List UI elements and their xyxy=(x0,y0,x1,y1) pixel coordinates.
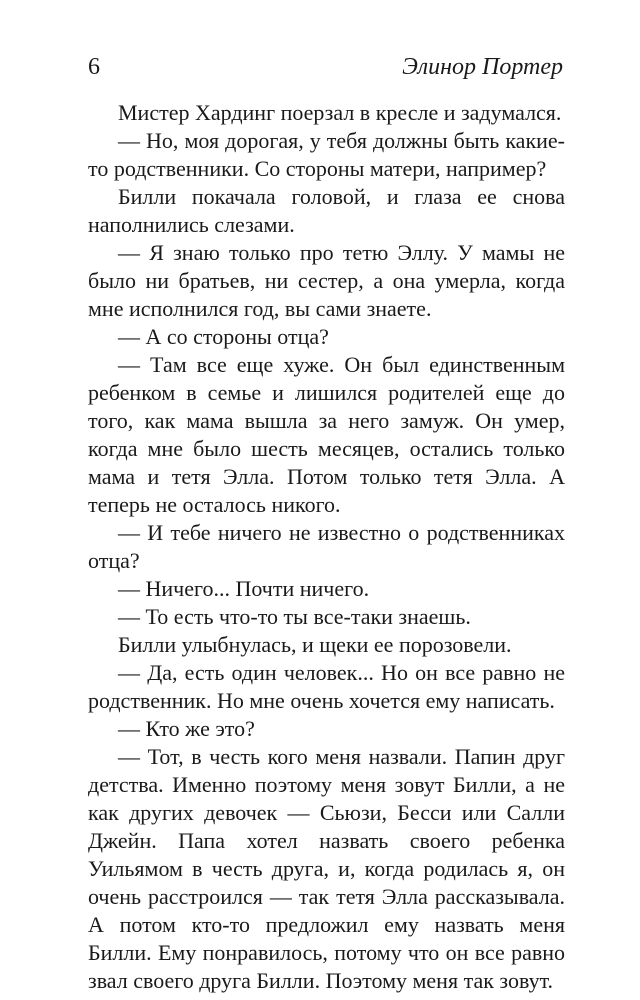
paragraph: Билли покачала головой, и глаза ее снова наполнились слезами. xyxy=(88,184,565,237)
paragraph: Билли улыбнулась, и щеки ее порозовели. xyxy=(118,632,512,657)
page-header xyxy=(88,54,563,81)
paragraph: Мистер Хардинг поерзал в кресле и задумался. xyxy=(118,100,562,125)
paragraph: — Я знаю только про тетю Эллу. У мамы не было ни братьев, ни сестер, а она умерла, когда мне исполнился год, вы сами знаете. xyxy=(88,240,565,321)
paragraph: — То есть что-то ты все-таки знаешь. xyxy=(118,604,471,629)
paragraph: — Но, моя дорогая, у тебя должны быть какие-то родственники. Со стороны матери, например? xyxy=(88,128,565,181)
paragraph: — Тот, в честь кого меня назвали. Папин друг детства. Именно поэтому меня зовут Билли, а не как других девочек — Сьюзи, Бесси или Салли Джейн. Папа хотел назвать своего ребенка Уильямом в честь друга, и, когда родилась я, он очень расстроился — так тетя Элла рассказывала. А потом кто-то предложил ему назвать меня Билли. Ему понравилось, потому что он все равно звал своего друга Билли. Поэтому меня так зовут. xyxy=(88,744,565,993)
paragraph: — А со стороны отца? xyxy=(118,324,329,349)
running-title: Элинор Портер xyxy=(402,54,563,80)
page-number: 6 xyxy=(88,54,100,80)
paragraph: — И тебе ничего не известно о родственниках отца? xyxy=(88,520,565,573)
body-text xyxy=(88,99,565,995)
paragraph: — Кто же это? xyxy=(118,716,255,741)
paragraph: — Ничего... Почти ничего. xyxy=(118,576,370,601)
paragraph: — Да, есть один человек... Но он все равно не родственник. Но мне очень хочется ему написать. xyxy=(88,660,565,713)
paragraph: — Там все еще хуже. Он был единственным ребенком в семье и лишился родителей еще до того, как мама вышла за него замуж. Он умер, когда мне было шесть месяцев, остались только мама и тетя Элла. Потом только тетя Элла. А теперь не осталось никого. xyxy=(88,352,565,517)
